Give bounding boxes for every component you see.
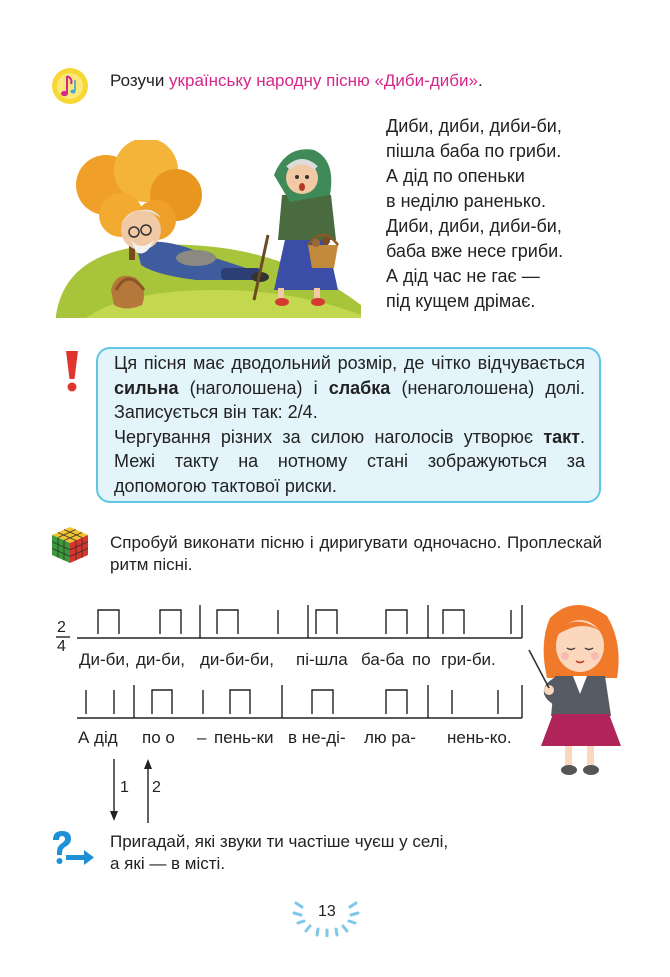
rhythm-syllable: пі-шла (296, 650, 348, 669)
page-number: 13 (318, 903, 336, 920)
exclamation-icon (62, 349, 82, 393)
rhythm-syllable: по о (142, 728, 175, 747)
cube-puzzle-icon (50, 525, 90, 565)
song-illustration (46, 140, 366, 320)
rhythm-syllable: – (197, 728, 207, 747)
info-paragraph-1: Ця пісня має дводольний розмір, де чітко відчувається сильна (наголошена) і слабка (ненаголошена) долі. Записується він так: 2/4. (114, 353, 585, 422)
time-signature-bottom: 4 (57, 638, 66, 655)
page-number-decoration (290, 893, 362, 937)
task-3-line-1: Пригадай, які звуки ти частіше чуєш у селі, (110, 832, 449, 851)
rhythm-syllable: нень-ко. (447, 728, 512, 747)
rhythm-syllable: пень-ки (214, 728, 274, 747)
rhythm-syllable: по (412, 650, 431, 669)
question-arrow-icon (50, 830, 96, 866)
rhythm-syllable: ди-би-би, (200, 650, 274, 669)
rhythm-syllable: А дід (78, 728, 118, 747)
rhythm-syllable: Ди-би, (79, 650, 130, 669)
girl-conductor-illustration (525, 598, 635, 783)
rhythm-syllable: лю ра- (364, 728, 416, 747)
lyrics-line: Диби, диби, диби-би, (386, 116, 562, 136)
info-paragraph-2: Чергування різних за силою наголосів утворює такт. Межі такту на нотному стані зображуються за допомогою тактової риски. (114, 426, 585, 496)
music-note-icon (50, 66, 90, 106)
lyrics-line: баба вже несе гриби. (386, 241, 564, 261)
task-2-text: Спробуй виконати пісню і диригувати одночасно. Проплескай ритм пісні. (110, 533, 602, 574)
song-lyrics (386, 114, 563, 314)
rhythm-notation (52, 600, 532, 750)
rhythm-syllable: ди-би, (136, 650, 186, 669)
lyrics-line: під кущем дрімає. (386, 291, 536, 311)
task-3-line-2: а які — в місті. (110, 854, 226, 873)
task-3-text (110, 831, 448, 875)
lyrics-line: А дід час не гає — (386, 266, 540, 286)
rhythm-syllable: ба-ба (361, 650, 405, 669)
lyrics-line: А дід по опеньки (386, 166, 525, 186)
info-box (96, 347, 601, 503)
down-beat-label: 1 (120, 779, 129, 796)
lyrics-line: пішла баба по гриби. (386, 141, 562, 161)
conducting-scheme (102, 755, 172, 827)
time-signature-top: 2 (57, 619, 66, 636)
rhythm-syllable: в не-ді- (288, 728, 346, 747)
lyrics-line: Диби, диби, диби-би, (386, 216, 562, 236)
lyrics-line: в неділю раненько. (386, 191, 547, 211)
rhythm-syllable: гри-би. (441, 650, 496, 669)
task-1-text: Розучи українську народну пісню «Диби-диби». (110, 71, 483, 90)
up-beat-label: 2 (152, 779, 161, 796)
